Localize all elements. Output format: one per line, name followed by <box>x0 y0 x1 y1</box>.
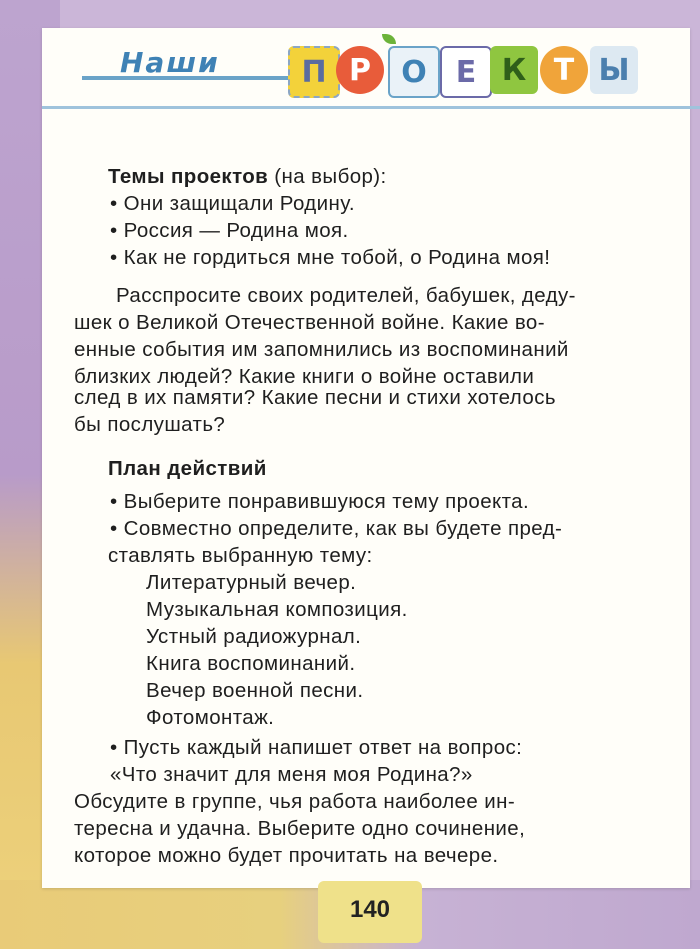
topics-heading <box>108 163 387 190</box>
page-number: 140 <box>349 896 391 923</box>
closing-line: тересна и удачна. Выберите одно сочинение, <box>74 817 526 840</box>
title-letter-tile: О <box>388 46 440 98</box>
topic-item: • Как не гордиться мне тобой, о Родина моя! <box>110 246 551 269</box>
intro-line: енные события им запомнились из воспоминаний <box>74 338 569 361</box>
topics-heading-bold: Темы проектов <box>108 165 269 188</box>
leaf-icon <box>382 34 396 44</box>
plan-option: Книга воспоминаний. <box>146 652 356 675</box>
intro-line: близких людей? Какие книги о войне оставили <box>74 365 535 388</box>
topic-item: • Россия — Родина моя. <box>110 219 349 242</box>
plan-heading: План действий <box>108 457 267 480</box>
plan-option: Фотомонтаж. <box>146 706 275 729</box>
section-header <box>42 28 700 106</box>
intro-line: шек о Великой Отечественной войне. Какие во- <box>74 311 545 334</box>
topics-heading-rest: (на выбор): <box>274 165 387 188</box>
header-title-word: Наши <box>120 46 220 79</box>
plan-bullet: • Пусть каждый напишет ответ на вопрос: <box>110 736 523 759</box>
plan-question: «Что значит для меня моя Родина?» <box>110 763 473 786</box>
header-divider <box>42 106 700 109</box>
plan-option: Литературный вечер. <box>146 571 357 594</box>
closing-line: Обсудите в группе, чья работа наиболее ин- <box>74 790 516 813</box>
plan-option: Устный радиожурнал. <box>146 625 362 648</box>
title-letter-tile: Р <box>336 46 384 94</box>
plan-option: Вечер военной песни. <box>146 679 364 702</box>
closing-line: которое можно будет прочитать на вечере. <box>74 844 499 867</box>
intro-line: бы послушать? <box>74 413 226 436</box>
title-letter-tile: П <box>288 46 340 98</box>
title-letter-tile: К <box>490 46 538 94</box>
title-letter-tile: Е <box>440 46 492 98</box>
intro-line: след в их памяти? Какие песни и стихи хотелось <box>74 386 556 409</box>
plan-bullet: • Совместно определите, как вы будете пред- <box>110 517 563 540</box>
plan-bullet: • Выберите понравившуюся тему проекта. <box>110 490 530 513</box>
title-letter-tile: Т <box>540 46 588 94</box>
plan-option: Музыкальная композиция. <box>146 598 408 621</box>
intro-line: Расспросите своих родителей, бабушек, деду- <box>116 284 576 307</box>
title-letter-tile: Ы <box>590 46 638 94</box>
topic-item: • Они защищали Родину. <box>110 192 355 215</box>
plan-bullet-cont: ставлять выбранную тему: <box>108 544 373 567</box>
